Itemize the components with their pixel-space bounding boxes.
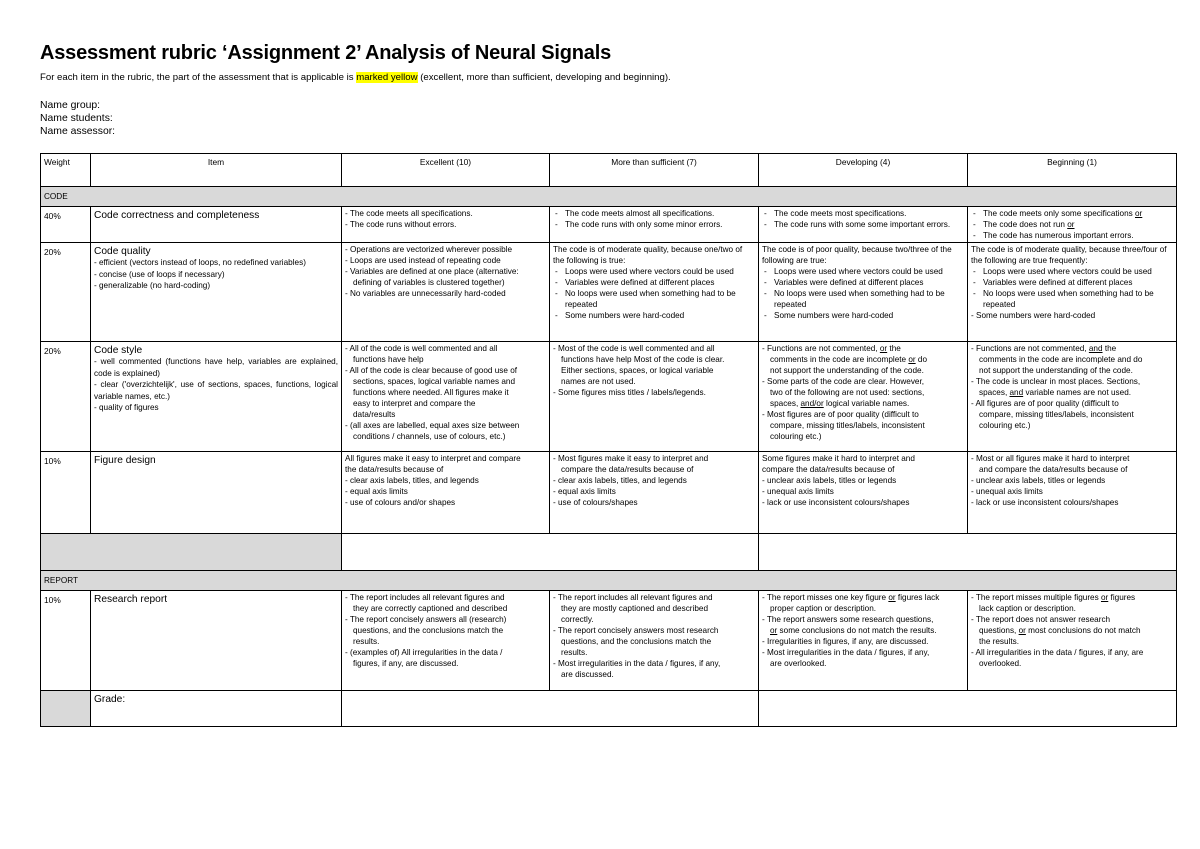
item-title: Figure design [94,455,156,466]
list-item: - unclear axis labels, titles or legends [971,476,1106,485]
beginning-cell [968,342,1177,452]
more-cell [550,591,759,691]
list-item: - Operations are vectorized wherever possible [345,245,513,254]
list-item: - The code is unclear in most places. Sections, [971,377,1141,386]
underlined-text: or [888,593,896,602]
grade-cell-a[interactable] [342,691,759,727]
name-fields [40,99,1176,138]
item-sub: - clear ('overzichtelijk', use of sections, spaces, functions, logical variable names, etc.) [94,380,338,401]
list-item: - Variables are defined at one place (alternative: [345,267,519,276]
intro-text: The code is of poor quality, because two/three of the following are true: [762,245,952,265]
list-item: conditions / channels, use of colours, etc.) [353,432,506,441]
col-excellent: Excellent (10) [342,154,550,187]
intro-text: The code is of moderate quality, because three/four of the following are true frequently: [971,245,1167,265]
item-title: Code quality [94,246,151,257]
list-item: easy to interpret and compare the [353,399,476,408]
list-item: - Irregularities in figures, if any, are discussed. [762,637,929,646]
text: The code does not run [983,220,1068,229]
list-item: questions, and the conclusions match the [561,637,712,646]
list-item: - The report includes all relevant figures and [345,593,505,602]
list-item: - The code runs with some some important errors. [762,219,964,230]
table-row [41,207,1177,243]
underlined-text: or [1018,626,1026,635]
list-item: colouring etc.) [770,432,822,441]
list-item [762,592,964,603]
list-item: not support the understanding of the code. [979,366,1133,375]
grade-weight-cell [41,691,91,727]
instructions-text: For each item in the rubric, the part of the assessment that is applicable is [40,72,357,83]
table-header-row [41,154,1177,187]
table-row [41,243,1177,342]
list-item: - (all axes are labelled, equal axes size between [345,421,520,430]
list-item: - No loops were used when something had to be repeated [971,288,1173,310]
text: - Functions are not commented, [971,344,1089,353]
text: most conclusions do not match [1025,626,1141,635]
table-row [41,452,1177,534]
item-sub: - concise (use of loops if necessary) [94,269,225,279]
beginning-cell [968,591,1177,691]
list-item: correctly. [561,615,594,624]
table-row [41,591,1177,691]
list-item: are discussed. [561,670,614,679]
instructions [40,72,1176,83]
list-item: data/results [353,410,396,419]
underlined-text: and [1088,344,1103,353]
list-item: - Variables were defined at different places [762,277,964,288]
list-item: - The code meets most specifications. [762,208,964,219]
text: do [915,355,928,364]
list-item: - The report concisely answers most research [553,626,719,635]
list-item: - The code runs without errors. [345,220,457,229]
item-sub: - efficient (vectors instead of loops, no redefined variables) [94,258,306,267]
list-item: - Some parts of the code are clear. However, [762,377,925,386]
excellent-cell [342,243,550,342]
text: variable names are not used. [1023,388,1132,397]
grade-row [41,691,1177,727]
underlined-text: and [1009,388,1024,397]
instructions-highlight: marked yellow [356,72,418,83]
excellent-cell [342,342,550,452]
list-item: - lack or use inconsistent colours/shapes [971,498,1119,507]
list-item: - Some figures miss titles / labels/legends. [553,388,706,397]
list-item: - The report includes all relevant figures and [553,593,713,602]
list-item: - unequal axis limits [971,487,1043,496]
list-item: - All irregularities in the data / figures, if any, are [971,648,1144,657]
list-item: - The report answers some research questions, [762,615,934,624]
item-cell [91,452,342,534]
text: logical variable names. [823,399,910,408]
developing-cell [759,342,968,452]
list-item: - Most of the code is well commented and all [553,344,715,353]
name-students-label: Name students: [40,113,113,124]
list-item: the data/results because of [345,465,444,474]
rubric-table [40,153,1177,727]
list-item: - Most figures are of poor quality (difficult to [762,410,919,419]
underlined-text: or [908,355,916,364]
list-item: compare, missing titles/labels, inconsistent [979,410,1134,419]
list-item: - Variables were defined at different places [971,277,1173,288]
col-beginning: Beginning (1) [968,154,1177,187]
developing-cell [759,243,968,342]
item-cell [91,591,342,691]
section-code: CODE [41,187,1177,207]
excellent-cell [342,452,550,534]
underlined-text: or [1135,209,1143,218]
section-report-row [41,571,1177,591]
subtotal-label-cell [41,534,342,571]
weight-cell: 10% [41,591,91,691]
grade-label: Grade: [94,694,126,705]
beginning-cell [968,243,1177,342]
list-item: - Loops were used where vectors could be used [971,266,1173,277]
developing-cell [759,452,968,534]
list-item: functions have help Most of the code is clear. [561,355,725,364]
item-sub: - generalizable (no hard-coding) [94,281,211,290]
text: the [887,344,901,353]
list-item [762,625,964,636]
list-item: are overlooked. [770,659,827,668]
list-item [971,208,1173,219]
list-item: - unequal axis limits [762,487,834,496]
list-item: Either sections, spaces, or logical variable [561,366,714,375]
list-item: - No loops were used when something had to be repeated [762,288,964,310]
beginning-cell [968,452,1177,534]
list-item: - The report concisely answers all (research) [345,615,507,624]
text: figures [1108,593,1136,602]
item-cell [91,342,342,452]
subtotal-cell-b [759,534,1177,571]
list-item: - The code meets all specifications. [345,209,473,218]
intro-text: The code is of moderate quality, because one/two of the following is true: [553,245,743,265]
rubric-header [40,42,1176,138]
col-developing: Developing (4) [759,154,968,187]
list-item: - The code meets almost all specifications. [553,208,755,219]
grade-label-cell [91,691,342,727]
list-item: - The code runs with only some minor errors. [553,219,755,230]
list-item: sections, spaces, logical variable names and [353,377,516,386]
text: - The report misses one key figure [762,593,889,602]
list-item [971,592,1173,603]
excellent-cell [342,207,550,243]
text: questions, [979,626,1019,635]
page-title: Assessment rubric ‘Assignment 2’ Analysis of Neural Signals [40,42,611,64]
underlined-text: and/or [800,399,824,408]
table-row [41,342,1177,452]
list-item: figures, if any, are discussed. [353,659,459,668]
section-report: REPORT [41,571,1177,591]
subtotal-cell-a [342,534,759,571]
list-item: - Some numbers were hard-coded [971,311,1096,320]
list-item: two of the following are not used: sections, [770,388,925,397]
weight-cell: 40% [41,207,91,243]
list-item: - Loops were used where vectors could be used [762,266,964,277]
list-item: - use of colours/shapes [553,498,638,507]
list-item: questions, and the conclusions match the [353,626,504,635]
list-item: lack caption or description. [979,604,1076,613]
list-item: - Most irregularities in the data / figures, if any, [553,659,721,668]
list-item: functions have help [353,355,424,364]
item-cell [91,243,342,342]
weight-cell: 10% [41,452,91,534]
list-item: - (examples of) All irregularities in the data / [345,648,503,657]
list-item: - The report does not answer research [971,615,1111,624]
list-item: functions where needed. All figures make it [353,388,509,397]
section-code-row [41,187,1177,207]
item-title: Code correctness and completeness [94,210,260,221]
list-item: they are correctly captioned and described [353,604,508,613]
list-item [971,625,1173,636]
list-item: - All figures are of poor quality (difficult to [971,399,1119,408]
instructions-text-end: (excellent, more than sufficient, developing and beginning). [417,72,671,83]
list-item [762,343,964,354]
list-item: - Most figures make it easy to interpret and [553,454,709,463]
list-item: - No loops were used when something had to be repeated [553,288,755,310]
item-sub: - quality of figures [94,403,159,412]
text: comments in the code are incomplete [770,355,909,364]
list-item: All figures make it easy to interpret and compare [345,454,521,463]
list-item: compare, missing titles/labels, inconsistent [770,421,925,430]
list-item [971,387,1173,398]
col-item: Item [91,154,342,187]
list-item: - clear axis labels, titles, and legends [345,476,479,485]
underlined-text: or [1100,593,1109,602]
more-cell [550,243,759,342]
list-item: Some figures make it hard to interpret and [762,454,915,463]
list-item: - clear axis labels, titles, and legends [553,476,687,485]
list-item: the results. [979,637,1020,646]
list-item: comments in the code are incomplete and do [979,355,1143,364]
list-item [971,343,1173,354]
text: spaces, [979,388,1010,397]
list-item: not support the understanding of the code. [770,366,924,375]
text: spaces, [770,399,801,408]
col-weight: Weight [41,154,91,187]
list-item: - Some numbers were hard-coded [553,310,755,321]
subtotal-row [41,534,1177,571]
list-item [762,398,964,409]
weight-cell: 20% [41,342,91,452]
text: - Functions are not commented, [762,344,880,353]
list-item: - Loops were used where vectors could be used [553,266,755,277]
more-cell [550,342,759,452]
list-item: - lack or use inconsistent colours/shapes [762,498,910,507]
list-item: compare the data/results because of [762,465,895,474]
list-item: results. [353,637,380,646]
col-more-than-sufficient: More than sufficient (7) [550,154,759,187]
list-item: - equal axis limits [345,487,408,496]
developing-cell [759,207,968,243]
underlined-text: or [1067,220,1075,229]
text: The code meets only some specifications [983,209,1135,218]
underlined-text: or [879,344,888,353]
list-item: - All of the code is clear because of good use of [345,366,518,375]
text: figures lack [895,593,940,602]
name-group-label: Name group: [40,100,101,111]
list-item [762,354,964,365]
list-item: - Most or all figures make it hard to interpret [971,454,1130,463]
item-title: Research report [94,594,168,605]
list-item: - No variables are unnecessarily hard-coded [345,289,506,298]
more-cell [550,452,759,534]
list-item: compare the data/results because of [561,465,694,474]
list-item: - unclear axis labels, titles or legends [762,476,897,485]
text: - The report misses multiple figures [971,593,1101,602]
item-sub: - well commented (functions have help, variables are explained, code is explained) [94,357,338,378]
text: some conclusions do not match the results. [777,626,937,635]
list-item: - The code has numerous important errors. [971,230,1173,241]
developing-cell [759,591,968,691]
underlined-text: or [770,626,778,635]
excellent-cell [342,591,550,691]
list-item: - Loops are used instead of repeating code [345,256,501,265]
grade-cell-b[interactable] [759,691,1177,727]
beginning-cell [968,207,1177,243]
list-item: - All of the code is well commented and all [345,344,498,353]
list-item: colouring etc.) [979,421,1031,430]
list-item: - Variables were defined at different places [553,277,755,288]
more-cell [550,207,759,243]
name-assessor-label: Name assessor: [40,126,116,137]
list-item: defining of variables is clustered together) [353,278,505,287]
list-item: proper caption or description. [770,604,877,613]
list-item: - Some numbers were hard-coded [762,310,964,321]
list-item: - equal axis limits [553,487,616,496]
text: the [1102,344,1117,353]
list-item: - Most irregularities in the data / figures, if any, [762,648,930,657]
list-item: results. [561,648,588,657]
weight-cell: 20% [41,243,91,342]
item-title: Code style [94,345,143,356]
list-item: names are not used. [561,377,636,386]
list-item: and compare the data/results because of [979,465,1128,474]
list-item: - use of colours and/or shapes [345,498,456,507]
list-item [971,219,1173,230]
list-item: they are mostly captioned and described [561,604,709,613]
list-item: overlooked. [979,659,1022,668]
item-cell [91,207,342,243]
